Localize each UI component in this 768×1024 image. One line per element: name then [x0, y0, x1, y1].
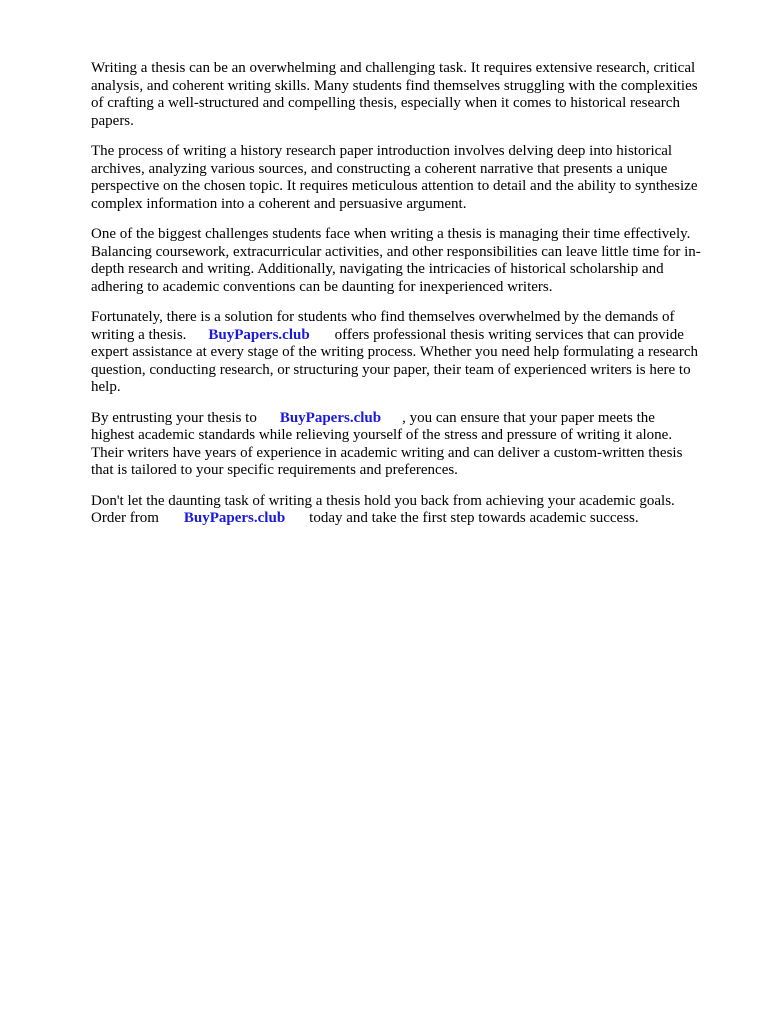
paragraph-1: [91, 60, 725, 130]
text-line: Their writers have years of experience in academic writing and can deliver a custom-written thesis: [91, 444, 683, 461]
text-line: help.: [91, 379, 121, 395]
paragraph-4: [91, 309, 725, 397]
text-line: archives, analyzing various sources, and constructing a coherent narrative that presents a unique: [91, 160, 668, 177]
text-line: [91, 327, 725, 345]
text-line: question, conducting research, or structuring your paper, their team of experienced writers is here to: [91, 361, 691, 378]
text-line: adhering to academic conventions can be daunting for inexperienced writers.: [91, 278, 553, 295]
text-line: Balancing coursework, extracurricular activities, and other responsibilities can leave little time for in-: [91, 243, 701, 260]
text-line: expert assistance at every stage of the writing process. Whether you need help formulating a research: [91, 344, 698, 360]
text-line: complex information into a coherent and persuasive argument.: [91, 195, 467, 212]
text-line: depth research and writing. Additionally, navigating the intricacies of historical scholarship and: [91, 261, 664, 277]
text-segment: today and take the first step towards academic success.: [309, 510, 639, 526]
document-page: [91, 60, 725, 541]
text-line: Writing a thesis can be an overwhelming and challenging task. It requires extensive research, critical: [91, 60, 696, 76]
text-segment: , you can ensure that your paper meets the: [402, 409, 655, 426]
buypapers-link[interactable]: BuyPapers.club: [183, 510, 286, 526]
paragraph-6: [91, 493, 725, 528]
text-segment: By entrusting your thesis to: [91, 409, 257, 426]
paragraph-2: [91, 143, 725, 213]
text-line: Don't let the daunting task of writing a thesis hold you back from achieving your academic goals.: [91, 492, 675, 509]
paragraph-5: [91, 410, 725, 480]
paragraph-3: [91, 226, 725, 296]
text-line: of crafting a well-structured and compelling thesis, especially when it comes to historical research: [91, 95, 680, 111]
text-line: papers.: [91, 112, 134, 129]
text-line: [91, 510, 725, 528]
text-line: The process of writing a history research paper introduction involves delving deep into historical: [91, 143, 673, 159]
text-line: One of the biggest challenges students face when writing a thesis is managing their time effectively.: [91, 226, 691, 242]
text-segment: Order from: [91, 510, 159, 526]
text-segment: offers professional thesis writing services that can provide: [334, 326, 684, 343]
buypapers-link[interactable]: BuyPapers.club: [279, 409, 382, 426]
text-line: analysis, and coherent writing skills. Many students find themselves struggling with the complexities: [91, 77, 698, 94]
text-line: [91, 410, 725, 428]
text-line: that is tailored to your specific requirements and preferences.: [91, 462, 458, 478]
buypapers-link[interactable]: BuyPapers.club: [208, 326, 310, 343]
text-segment: writing a thesis.: [91, 326, 187, 343]
text-line: Fortunately, there is a solution for students who find themselves overwhelmed by the demands of: [91, 309, 675, 325]
text-line: perspective on the chosen topic. It requires meticulous attention to detail and the ability to synthesize: [91, 178, 698, 194]
text-line: highest academic standards while relieving yourself of the stress and pressure of writing it alone.: [91, 427, 673, 443]
